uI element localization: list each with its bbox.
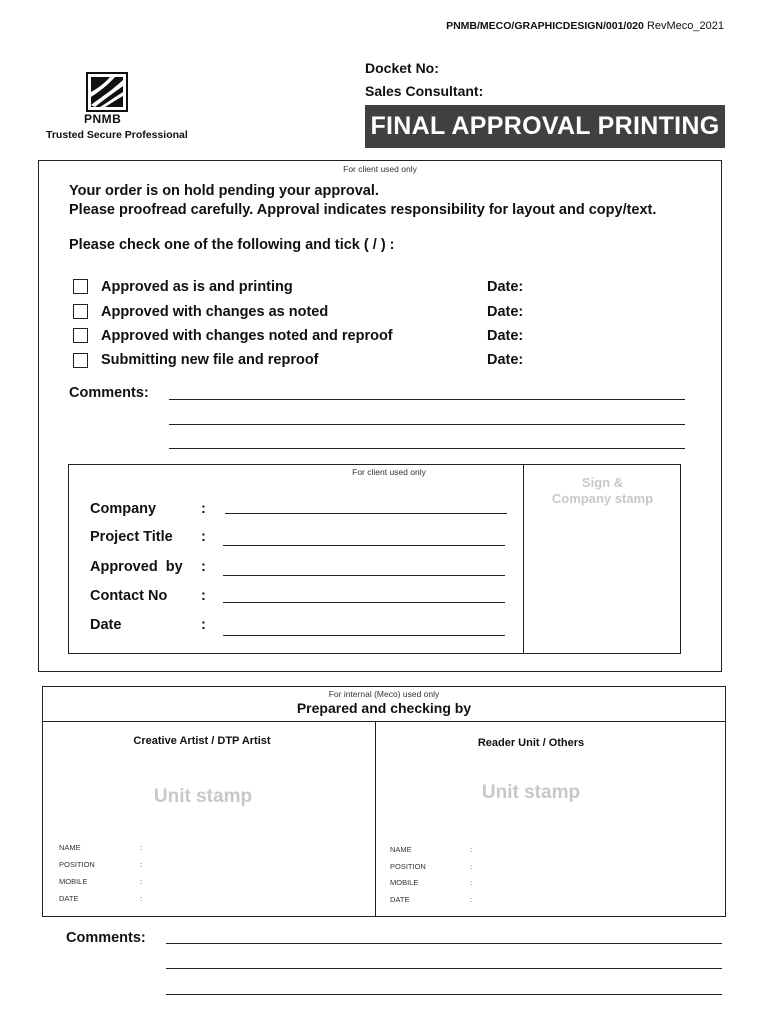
mobile-label: MOBILE <box>59 877 88 886</box>
option-date-label: Date: <box>487 328 524 344</box>
company-colon: : <box>201 501 206 517</box>
logo-name: PNMB <box>84 112 122 126</box>
document-reference <box>446 20 724 32</box>
option-checkbox[interactable] <box>73 304 88 319</box>
reader-unit-title: Reader Unit / Others <box>477 737 585 749</box>
logo-tagline: Trusted Secure Professional <box>46 129 188 141</box>
name-colon: : <box>470 845 473 854</box>
contact-no-label: Contact No <box>90 588 168 604</box>
revision-code: RevMeco_2021 <box>646 20 724 32</box>
date-label-right: DATE <box>390 895 410 904</box>
client-details-note: For client used only <box>352 467 426 477</box>
project-title-label: Project Title <box>90 529 173 545</box>
option-label: Submitting new file and reproof <box>101 352 319 368</box>
date-label-left: DATE <box>59 894 79 903</box>
sign-stamp-line1: Sign & <box>581 475 624 490</box>
option-checkbox[interactable] <box>73 328 88 343</box>
mobile-colon: : <box>470 878 473 887</box>
sales-consultant-label: Sales Consultant: <box>365 83 484 99</box>
approved-by-colon: : <box>201 559 206 575</box>
name-colon: : <box>140 843 143 852</box>
position-label: POSITION <box>59 860 95 869</box>
position-colon: : <box>470 862 473 871</box>
hold-notice: Your order is on hold pending your approval. <box>69 183 379 199</box>
internal-use-note: For internal (Meco) used only <box>328 689 440 699</box>
option-date-label: Date: <box>487 352 524 368</box>
company-label: Company <box>90 501 157 517</box>
date-label: Date <box>90 617 122 633</box>
unit-stamp-right: Unit stamp <box>481 782 581 803</box>
date-field[interactable] <box>223 635 505 636</box>
comment-line[interactable] <box>169 448 685 449</box>
internal-column-divider <box>375 721 376 917</box>
date-colon-left: : <box>140 894 143 903</box>
project-title-colon: : <box>201 529 206 545</box>
name-label: NAME <box>59 843 81 852</box>
comments-label: Comments: <box>69 385 149 401</box>
creative-artist-title: Creative Artist / DTP Artist <box>133 735 271 747</box>
sign-stamp-line2: Company stamp <box>551 491 654 506</box>
contact-no-field[interactable] <box>223 602 505 603</box>
form-title: FINAL APPROVAL PRINTING <box>365 105 725 148</box>
option-date-label: Date: <box>487 279 524 295</box>
comment-line[interactable] <box>169 399 685 400</box>
option-checkbox[interactable] <box>73 279 88 294</box>
docket-label: Docket No: <box>365 60 439 76</box>
proofread-notice: Please proofread carefully. Approval indicates responsibility for layout and copy/text. <box>69 202 657 218</box>
footer-comment-line[interactable] <box>166 968 722 969</box>
unit-stamp-left: Unit stamp <box>153 786 253 807</box>
company-field[interactable] <box>225 513 507 514</box>
date-colon-right: : <box>470 895 473 904</box>
name-label: NAME <box>390 845 412 854</box>
project-title-field[interactable] <box>223 545 505 546</box>
footer-comments-label: Comments: <box>66 930 146 946</box>
approved-by-label: Approved by <box>90 559 183 575</box>
position-label: POSITION <box>390 862 426 871</box>
internal-heading: Prepared and checking by <box>296 700 472 716</box>
option-label: Approved with changes noted and reproof <box>101 328 393 344</box>
client-use-note: For client used only <box>343 164 417 174</box>
position-colon: : <box>140 860 143 869</box>
date-colon: : <box>201 617 206 633</box>
approved-by-field[interactable] <box>223 575 505 576</box>
ref-code: PNMB/MECO/GRAPHICDESIGN/001/020 <box>446 20 644 32</box>
comment-line[interactable] <box>169 424 685 425</box>
contact-no-colon: : <box>201 588 206 604</box>
tick-instruction: Please check one of the following and tick ( / ) : <box>69 237 395 253</box>
internal-header-divider <box>42 721 726 722</box>
option-date-label: Date: <box>487 304 524 320</box>
option-checkbox[interactable] <box>73 353 88 368</box>
option-label: Approved as is and printing <box>101 279 293 295</box>
footer-comment-line[interactable] <box>166 994 722 995</box>
pnmb-logo-icon <box>86 72 128 112</box>
footer-comment-line[interactable] <box>166 943 722 944</box>
option-label: Approved with changes as noted <box>101 304 329 320</box>
mobile-label: MOBILE <box>390 878 419 887</box>
mobile-colon: : <box>140 877 143 886</box>
